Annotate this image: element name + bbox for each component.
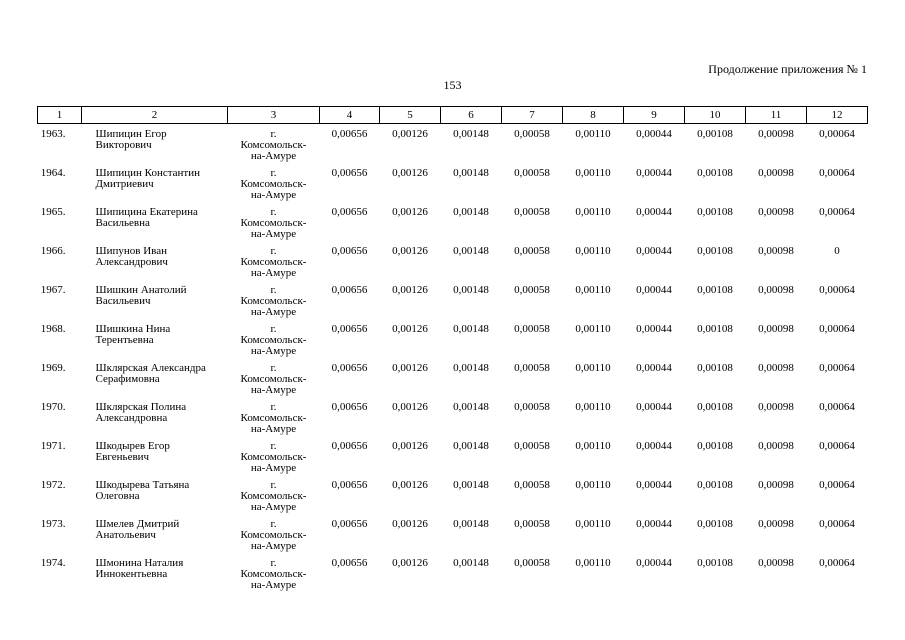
- city-line: на-Амуре: [250, 189, 297, 201]
- value-col-6: 0,00148: [453, 284, 489, 296]
- city: [228, 124, 320, 169]
- row-number: 1968.: [40, 323, 66, 335]
- value-col-11: 0,00098: [758, 167, 794, 179]
- column-header-9: 9: [624, 107, 685, 124]
- value-col-11: 0,00098: [758, 284, 794, 296]
- value-col-8: 0,00110: [575, 128, 611, 140]
- value-col-9: 0,00044: [636, 440, 672, 452]
- surname-firstname: Шипицина Екатерина: [95, 206, 198, 218]
- city-line: на-Амуре: [250, 306, 297, 318]
- value-col-8: 0,00110: [575, 479, 611, 491]
- surname-firstname: Шмелев Дмитрий: [95, 518, 180, 530]
- row-number: 1972.: [40, 479, 66, 491]
- person-name: [82, 519, 228, 558]
- row-number: 1963.: [40, 128, 66, 140]
- person-name: [82, 363, 228, 402]
- value-col-10: 0,00108: [697, 128, 733, 140]
- patronymic: Олеговна: [95, 490, 140, 502]
- row-number: 1965.: [40, 206, 66, 218]
- value-col-10: 0,00108: [697, 440, 733, 452]
- column-header-11: 11: [746, 107, 807, 124]
- city-line: на-Амуре: [250, 267, 297, 279]
- value-col-8: 0,00110: [575, 323, 611, 335]
- table-row: [38, 168, 868, 207]
- table-row: [38, 363, 868, 402]
- value-col-11: 0,00098: [758, 245, 794, 257]
- row-number: 1974.: [40, 557, 66, 569]
- value-col-8: 0,00110: [575, 206, 611, 218]
- city-line: г.: [270, 479, 277, 491]
- value-col-11: 0,00098: [758, 128, 794, 140]
- person-name: [82, 246, 228, 285]
- value-col-6: 0,00148: [453, 401, 489, 413]
- city: [228, 441, 320, 480]
- city: [228, 480, 320, 519]
- patronymic: Серафимовна: [95, 373, 160, 385]
- value-col-7: 0,00058: [514, 206, 550, 218]
- value-col-4: 0,00656: [331, 362, 368, 374]
- city-line: Комсомольск-: [240, 256, 307, 268]
- city-line: г.: [270, 284, 277, 296]
- city-line: на-Амуре: [250, 345, 297, 357]
- column-header-10: 10: [685, 107, 746, 124]
- city-line: г.: [270, 245, 277, 257]
- value-col-9: 0,00044: [636, 401, 672, 413]
- value-col-9: 0,00044: [636, 128, 672, 140]
- surname-firstname: Шклярская Александра: [95, 362, 206, 374]
- surname-firstname: Шкодырев Егор: [95, 440, 170, 452]
- city-line: Комсомольск-: [240, 373, 307, 385]
- surname-firstname: Шишкин Анатолий: [95, 284, 187, 296]
- city-line: на-Амуре: [250, 540, 297, 552]
- city-line: Комсомольск-: [240, 412, 307, 424]
- surname-firstname: Шипицин Константин: [95, 167, 201, 179]
- row-number: 1970.: [40, 401, 66, 413]
- patronymic: Викторович: [95, 139, 152, 151]
- value-col-8: 0,00110: [575, 557, 611, 569]
- column-header-7: 7: [502, 107, 563, 124]
- patronymic: Александровна: [95, 412, 168, 424]
- value-col-7: 0,00058: [514, 557, 550, 569]
- value-col-12: 0,00064: [819, 557, 855, 569]
- value-col-10: 0,00108: [697, 479, 733, 491]
- value-col-9: 0,00044: [636, 245, 672, 257]
- value-col-5: 0,00126: [392, 440, 428, 452]
- value-col-7: 0,00058: [514, 323, 550, 335]
- value-col-6: 0,00148: [453, 518, 489, 530]
- value-col-8: 0,00110: [575, 518, 611, 530]
- value-col-11: 0,00098: [758, 206, 794, 218]
- person-name: [82, 207, 228, 246]
- patronymic: Васильевич: [95, 295, 151, 307]
- row-number: 1973.: [40, 518, 66, 530]
- city-line: г.: [270, 323, 277, 335]
- patronymic: Иннокентьевна: [95, 568, 168, 580]
- city-line: Комсомольск-: [240, 451, 307, 463]
- value-col-11: 0,00098: [758, 479, 794, 491]
- row-number: 1964.: [40, 167, 66, 179]
- value-col-10: 0,00108: [697, 401, 733, 413]
- city-line: на-Амуре: [250, 462, 297, 474]
- value-col-4: 0,00656: [331, 284, 368, 296]
- value-col-10: 0,00108: [697, 206, 733, 218]
- value-col-10: 0,00108: [697, 557, 733, 569]
- patronymic: Васильевна: [95, 217, 150, 229]
- table-row: [38, 285, 868, 324]
- value-col-10: 0,00108: [697, 518, 733, 530]
- value-col-12: 0,00064: [819, 440, 855, 452]
- value-col-12: 0,00064: [819, 479, 855, 491]
- value-col-10: 0,00108: [697, 323, 733, 335]
- city-line: Комсомольск-: [240, 217, 307, 229]
- value-col-5: 0,00126: [392, 323, 428, 335]
- value-col-11: 0,00098: [758, 401, 794, 413]
- city: [228, 168, 320, 207]
- value-col-5: 0,00126: [392, 362, 428, 374]
- value-col-4: 0,00656: [331, 245, 368, 257]
- value-col-5: 0,00126: [392, 284, 428, 296]
- value-col-11: 0,00098: [758, 323, 794, 335]
- value-col-12: 0,00064: [819, 323, 855, 335]
- patronymic: Дмитриевич: [95, 178, 154, 190]
- value-col-8: 0,00110: [575, 245, 611, 257]
- city-line: г.: [270, 557, 277, 569]
- value-col-6: 0,00148: [453, 206, 489, 218]
- value-col-4: 0,00656: [331, 479, 368, 491]
- table-row: [38, 124, 868, 169]
- value-col-9: 0,00044: [636, 206, 672, 218]
- city-line: Комсомольск-: [240, 568, 307, 580]
- column-header-8: 8: [563, 107, 624, 124]
- value-col-5: 0,00126: [392, 245, 428, 257]
- value-col-4: 0,00656: [331, 128, 368, 140]
- column-number-row: [38, 107, 868, 124]
- value-col-10: 0,00108: [697, 284, 733, 296]
- city-line: г.: [270, 362, 277, 374]
- value-col-10: 0,00108: [697, 245, 733, 257]
- value-col-11: 0,00098: [758, 518, 794, 530]
- value-col-12: 0,00064: [819, 518, 855, 530]
- person-name: [82, 441, 228, 480]
- value-col-12: 0: [834, 245, 840, 257]
- value-col-4: 0,00656: [331, 323, 368, 335]
- column-header-1: 1: [38, 107, 82, 124]
- value-col-5: 0,00126: [392, 479, 428, 491]
- city-line: г.: [270, 401, 277, 413]
- row-number: 1967.: [40, 284, 66, 296]
- city: [228, 246, 320, 285]
- value-col-6: 0,00148: [453, 440, 489, 452]
- column-header-12: 12: [807, 107, 868, 124]
- value-col-7: 0,00058: [514, 284, 550, 296]
- value-col-7: 0,00058: [514, 245, 550, 257]
- city-line: Комсомольск-: [240, 490, 307, 502]
- surname-firstname: Шипунов Иван: [95, 245, 167, 257]
- value-col-9: 0,00044: [636, 167, 672, 179]
- page-number: 153: [443, 78, 462, 92]
- city-line: на-Амуре: [250, 501, 297, 513]
- value-col-11: 0,00098: [758, 557, 794, 569]
- appendix-table: [37, 106, 868, 597]
- value-col-12: 0,00064: [819, 206, 855, 218]
- value-col-9: 0,00044: [636, 362, 672, 374]
- value-col-11: 0,00098: [758, 362, 794, 374]
- value-col-12: 0,00064: [819, 284, 855, 296]
- city: [228, 324, 320, 363]
- table-row: [38, 207, 868, 246]
- city-line: г.: [270, 206, 277, 218]
- value-col-9: 0,00044: [636, 323, 672, 335]
- city: [228, 207, 320, 246]
- table-row: [38, 441, 868, 480]
- row-number: 1969.: [40, 362, 66, 374]
- city-line: Комсомольск-: [240, 295, 307, 307]
- value-col-7: 0,00058: [514, 401, 550, 413]
- row-number: 1966.: [40, 245, 66, 257]
- city: [228, 558, 320, 597]
- value-col-6: 0,00148: [453, 167, 489, 179]
- table-row: [38, 324, 868, 363]
- column-header-6: 6: [441, 107, 502, 124]
- person-name: [82, 124, 228, 169]
- value-col-7: 0,00058: [514, 518, 550, 530]
- value-col-4: 0,00656: [331, 557, 368, 569]
- value-col-8: 0,00110: [575, 362, 611, 374]
- row-number: 1971.: [40, 440, 66, 452]
- value-col-4: 0,00656: [331, 167, 368, 179]
- value-col-5: 0,00126: [392, 401, 428, 413]
- city-line: на-Амуре: [250, 150, 297, 162]
- table-row: [38, 246, 868, 285]
- value-col-8: 0,00110: [575, 167, 611, 179]
- value-col-6: 0,00148: [453, 557, 489, 569]
- value-col-7: 0,00058: [514, 167, 550, 179]
- patronymic: Терентьевна: [95, 334, 154, 346]
- city-line: Комсомольск-: [240, 139, 307, 151]
- column-header-3: 3: [228, 107, 320, 124]
- value-col-8: 0,00110: [575, 440, 611, 452]
- city: [228, 519, 320, 558]
- person-name: [82, 168, 228, 207]
- city-line: г.: [270, 128, 277, 140]
- surname-firstname: Шишкина Нина: [95, 323, 171, 335]
- value-col-7: 0,00058: [514, 362, 550, 374]
- value-col-5: 0,00126: [392, 128, 428, 140]
- city-line: Комсомольск-: [240, 529, 307, 541]
- value-col-6: 0,00148: [453, 323, 489, 335]
- column-header-4: 4: [320, 107, 380, 124]
- patronymic: Александрович: [95, 256, 168, 268]
- value-col-7: 0,00058: [514, 479, 550, 491]
- value-col-6: 0,00148: [453, 479, 489, 491]
- value-col-5: 0,00126: [392, 518, 428, 530]
- value-col-6: 0,00148: [453, 362, 489, 374]
- city-line: Комсомольск-: [240, 178, 307, 190]
- value-col-12: 0,00064: [819, 167, 855, 179]
- column-header-2: 2: [82, 107, 228, 124]
- surname-firstname: Шклярская Полина: [95, 401, 187, 413]
- value-col-12: 0,00064: [819, 362, 855, 374]
- value-col-6: 0,00148: [453, 128, 489, 140]
- surname-firstname: Шипицин Егор: [95, 128, 167, 140]
- table-row: [38, 402, 868, 441]
- value-col-9: 0,00044: [636, 518, 672, 530]
- city-line: г.: [270, 167, 277, 179]
- value-col-8: 0,00110: [575, 284, 611, 296]
- city: [228, 402, 320, 441]
- city-line: г.: [270, 518, 277, 530]
- value-col-5: 0,00126: [392, 557, 428, 569]
- patronymic: Евгеньевич: [95, 451, 150, 463]
- table-row: [38, 558, 868, 597]
- city-line: г.: [270, 440, 277, 452]
- person-name: [82, 480, 228, 519]
- city-line: на-Амуре: [250, 423, 297, 435]
- surname-firstname: Шмонина Наталия: [95, 557, 184, 569]
- patronymic: Анатольевич: [95, 529, 156, 541]
- person-name: [82, 402, 228, 441]
- person-name: [82, 285, 228, 324]
- value-col-10: 0,00108: [697, 167, 733, 179]
- value-col-4: 0,00656: [331, 206, 368, 218]
- value-col-9: 0,00044: [636, 479, 672, 491]
- value-col-4: 0,00656: [331, 401, 368, 413]
- column-header-5: 5: [380, 107, 441, 124]
- surname-firstname: Шкодырева Татьяна: [95, 479, 190, 491]
- value-col-6: 0,00148: [453, 245, 489, 257]
- value-col-11: 0,00098: [758, 440, 794, 452]
- value-col-9: 0,00044: [636, 284, 672, 296]
- value-col-12: 0,00064: [819, 128, 855, 140]
- value-col-5: 0,00126: [392, 167, 428, 179]
- table-row: [38, 519, 868, 558]
- value-col-7: 0,00058: [514, 440, 550, 452]
- appendix-continuation-note: Продолжение приложения № 1: [708, 62, 867, 76]
- value-col-12: 0,00064: [819, 401, 855, 413]
- value-col-4: 0,00656: [331, 518, 368, 530]
- value-col-7: 0,00058: [514, 128, 550, 140]
- table-row: [38, 480, 868, 519]
- city-line: на-Амуре: [250, 384, 297, 396]
- city-line: на-Амуре: [250, 579, 297, 591]
- value-col-8: 0,00110: [575, 401, 611, 413]
- value-col-9: 0,00044: [636, 557, 672, 569]
- city-line: Комсомольск-: [240, 334, 307, 346]
- person-name: [82, 558, 228, 597]
- value-col-4: 0,00656: [331, 440, 368, 452]
- value-col-10: 0,00108: [697, 362, 733, 374]
- city: [228, 285, 320, 324]
- city-line: на-Амуре: [250, 228, 297, 240]
- value-col-5: 0,00126: [392, 206, 428, 218]
- city: [228, 363, 320, 402]
- person-name: [82, 324, 228, 363]
